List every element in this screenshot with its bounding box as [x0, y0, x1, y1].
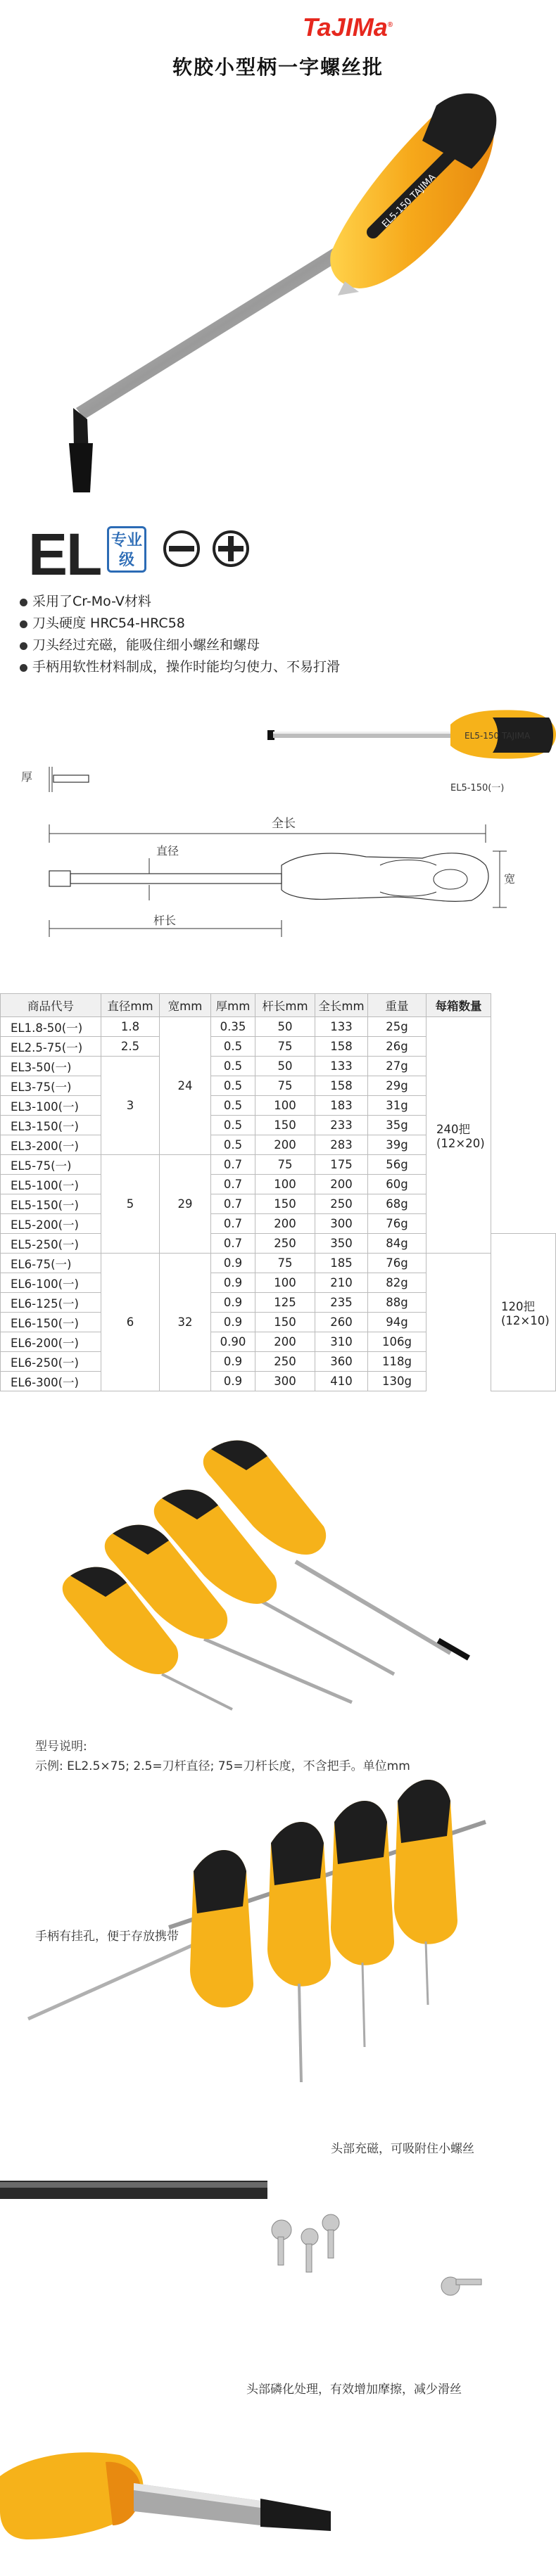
shaft-length-label: 杆长 — [153, 914, 177, 927]
feature-item: 采用了Cr-Mo-V材料 — [20, 591, 340, 613]
cell-shaft: 200 — [255, 1135, 315, 1155]
col-code: 商品代号 — [1, 994, 101, 1017]
cell-code: EL3-50(一) — [1, 1057, 101, 1076]
cell-diameter: 2.5 — [101, 1037, 160, 1057]
phillips-tip-icon — [211, 529, 251, 568]
screwdriver-set-photo — [0, 1421, 556, 1716]
table-header-row — [1, 994, 556, 1017]
table-row — [1, 1017, 556, 1037]
cell-shaft: 150 — [255, 1194, 315, 1214]
cell-length: 283 — [315, 1135, 368, 1155]
cell-length: 410 — [315, 1372, 368, 1391]
cell-width: 32 — [160, 1254, 211, 1391]
cell-diameter: 1.8 — [101, 1017, 160, 1037]
cell-shaft: 100 — [255, 1096, 315, 1116]
table-row — [1, 1332, 556, 1352]
cell-weight: 84g — [368, 1234, 427, 1254]
cell-length: 250 — [315, 1194, 368, 1214]
cell-shaft: 75 — [255, 1155, 315, 1175]
product-photo — [0, 689, 556, 767]
cell-weight: 35g — [368, 1116, 427, 1135]
cell-weight: 27g — [368, 1057, 427, 1076]
model-note-example: 示例: EL2.5×75; 2.5=刀杆直径; 75=刀杆长度，不含把手。单位mm — [35, 1759, 410, 1773]
cell-code: EL1.8-50(一) — [1, 1017, 101, 1037]
cell-length: 260 — [315, 1313, 368, 1332]
cell-code: EL5-100(一) — [1, 1175, 101, 1194]
col-thickness: 厚mm — [211, 994, 255, 1017]
cell-length: 210 — [315, 1273, 368, 1293]
col-diameter: 直径mm — [101, 994, 160, 1017]
cell-length: 183 — [315, 1096, 368, 1116]
dimension-diagram — [0, 760, 556, 985]
cell-thickness: 0.90 — [211, 1332, 255, 1352]
cell-length: 300 — [315, 1214, 368, 1234]
cell-weight: 94g — [368, 1313, 427, 1332]
cell-shaft: 50 — [255, 1017, 315, 1037]
cell-diameter: 6 — [101, 1254, 160, 1391]
cell-length: 360 — [315, 1352, 368, 1372]
cell-thickness: 0.9 — [211, 1352, 255, 1372]
cell-thickness: 0.9 — [211, 1273, 255, 1293]
cell-thickness: 0.7 — [211, 1214, 255, 1234]
cell-length: 235 — [315, 1293, 368, 1313]
feature-list — [20, 591, 340, 678]
table-row — [1, 1273, 556, 1293]
cell-code: EL6-250(一) — [1, 1352, 101, 1372]
feature-item: 刀头硬度 HRC54-HRC58 — [20, 613, 340, 635]
series-code: EL — [28, 521, 101, 587]
hero-screwdriver-image — [0, 77, 556, 499]
cell-weight: 29g — [368, 1076, 427, 1096]
cell-shaft: 100 — [255, 1273, 315, 1293]
blackened-tip-photo — [0, 2406, 556, 2576]
cell-weight: 76g — [368, 1254, 427, 1273]
table-row — [1, 1372, 556, 1391]
cell-length: 350 — [315, 1234, 368, 1254]
width-label: 宽 — [504, 872, 516, 886]
cell-length: 310 — [315, 1332, 368, 1352]
cell-shaft: 300 — [255, 1372, 315, 1391]
model-note-title: 型号说明: — [35, 1740, 87, 1754]
cell-weight: 68g — [368, 1194, 427, 1214]
cell-width: 29 — [160, 1155, 211, 1254]
cell-weight: 26g — [368, 1037, 427, 1057]
brand-logo — [303, 13, 393, 42]
cell-shaft: 200 — [255, 1214, 315, 1234]
brand-name: TaJIMa — [303, 13, 388, 42]
cell-weight: 106g — [368, 1332, 427, 1352]
cell-code: EL5-150(一) — [1, 1194, 101, 1214]
cell-weight: 76g — [368, 1214, 427, 1234]
cell-length: 233 — [315, 1116, 368, 1135]
cell-carton: 120把(12×10) — [491, 1234, 556, 1391]
cell-thickness: 0.5 — [211, 1076, 255, 1096]
cell-code: EL5-250(一) — [1, 1234, 101, 1254]
cell-code: EL6-200(一) — [1, 1332, 101, 1352]
cell-code: EL6-100(一) — [1, 1273, 101, 1293]
table-row — [1, 1352, 556, 1372]
cell-shaft: 75 — [255, 1254, 315, 1273]
cell-thickness: 0.5 — [211, 1037, 255, 1057]
cell-shaft: 150 — [255, 1116, 315, 1135]
cell-thickness: 0.5 — [211, 1096, 255, 1116]
cell-thickness: 0.5 — [211, 1116, 255, 1135]
professional-badge: 专业级 — [107, 526, 146, 573]
table-row — [1, 1313, 556, 1332]
col-width: 宽mm — [160, 994, 211, 1017]
cell-thickness: 0.7 — [211, 1155, 255, 1175]
cell-diameter: 5 — [101, 1155, 160, 1254]
total-length-label: 全长 — [272, 817, 296, 831]
cell-thickness: 0.9 — [211, 1254, 255, 1273]
feature-item: 刀头经过充磁，能吸住细小螺丝和螺母 — [20, 635, 340, 656]
cell-length: 175 — [315, 1155, 368, 1175]
slotted-tip-icon — [162, 529, 201, 568]
cell-weight: 88g — [368, 1293, 427, 1313]
cell-thickness: 0.7 — [211, 1234, 255, 1254]
cell-thickness: 0.7 — [211, 1175, 255, 1194]
cell-code: EL6-150(一) — [1, 1313, 101, 1332]
spec-table — [0, 993, 556, 1391]
cell-shaft: 75 — [255, 1076, 315, 1096]
cell-code: EL6-300(一) — [1, 1372, 101, 1391]
cell-code: EL3-150(一) — [1, 1116, 101, 1135]
cell-length: 158 — [315, 1076, 368, 1096]
cell-thickness: 0.5 — [211, 1057, 255, 1076]
cell-code: EL5-200(一) — [1, 1214, 101, 1234]
cell-code: EL2.5-75(一) — [1, 1037, 101, 1057]
magnetic-tip-photo — [0, 2167, 556, 2307]
caption-magnetic: 头部充磁，可吸附住小螺丝 — [331, 2142, 474, 2156]
cell-carton: 240把(12×20) — [427, 1017, 491, 1254]
caption-hang-hole: 手柄有挂孔，便于存放携带 — [35, 1930, 179, 1944]
model-label: EL5-150(一) — [450, 783, 505, 793]
diameter-label: 直径 — [156, 844, 179, 857]
feature-item: 手柄用软性材料制成，操作时能均匀使力、不易打滑 — [20, 656, 340, 678]
cell-code: EL3-100(一) — [1, 1096, 101, 1116]
cell-length: 133 — [315, 1017, 368, 1037]
cell-length: 133 — [315, 1057, 368, 1076]
cell-thickness: 0.9 — [211, 1372, 255, 1391]
cell-code: EL3-75(一) — [1, 1076, 101, 1096]
cell-shaft: 250 — [255, 1234, 315, 1254]
page-title: 软胶小型柄一字螺丝批 — [172, 56, 384, 79]
col-length: 全长mm — [315, 994, 368, 1017]
cell-length: 158 — [315, 1037, 368, 1057]
cell-shaft: 50 — [255, 1057, 315, 1076]
table-row — [1, 1293, 556, 1313]
cell-weight: 39g — [368, 1135, 427, 1155]
registered-mark: ® — [387, 21, 393, 29]
cell-weight: 82g — [368, 1273, 427, 1293]
cell-length: 200 — [315, 1175, 368, 1194]
thickness-label: 厚 — [21, 770, 33, 784]
svg-text:EL5-150 TAJIMA: EL5-150 TAJIMA — [380, 172, 438, 230]
cell-code: EL5-75(一) — [1, 1155, 101, 1175]
cell-length: 185 — [315, 1254, 368, 1273]
cell-shaft: 125 — [255, 1293, 315, 1313]
cell-shaft: 100 — [255, 1175, 315, 1194]
cell-shaft: 250 — [255, 1352, 315, 1372]
cell-weight: 60g — [368, 1175, 427, 1194]
cell-code: EL6-75(一) — [1, 1254, 101, 1273]
cell-weight: 118g — [368, 1352, 427, 1372]
col-shaft: 杆长mm — [255, 994, 315, 1017]
cell-diameter: 3 — [101, 1057, 160, 1155]
table-row — [1, 1254, 556, 1273]
cell-shaft: 200 — [255, 1332, 315, 1352]
cell-width: 24 — [160, 1017, 211, 1155]
cell-weight: 25g — [368, 1017, 427, 1037]
cell-weight: 56g — [368, 1155, 427, 1175]
cell-weight: 31g — [368, 1096, 427, 1116]
cell-code: EL3-200(一) — [1, 1135, 101, 1155]
cell-shaft: 75 — [255, 1037, 315, 1057]
cell-weight: 130g — [368, 1372, 427, 1391]
cell-code: EL6-125(一) — [1, 1293, 101, 1313]
cell-thickness: 0.5 — [211, 1135, 255, 1155]
cell-shaft: 150 — [255, 1313, 315, 1332]
cell-thickness: 0.9 — [211, 1313, 255, 1332]
col-carton: 每箱数量 — [427, 994, 491, 1017]
caption-blackened: 头部磷化处理，有效增加摩擦，减少滑丝 — [246, 2383, 462, 2397]
cell-thickness: 0.35 — [211, 1017, 255, 1037]
handle-print: EL5-150 TAJIMA — [465, 731, 531, 741]
cell-thickness: 0.9 — [211, 1293, 255, 1313]
cell-thickness: 0.7 — [211, 1194, 255, 1214]
col-weight: 重量 — [368, 994, 427, 1017]
